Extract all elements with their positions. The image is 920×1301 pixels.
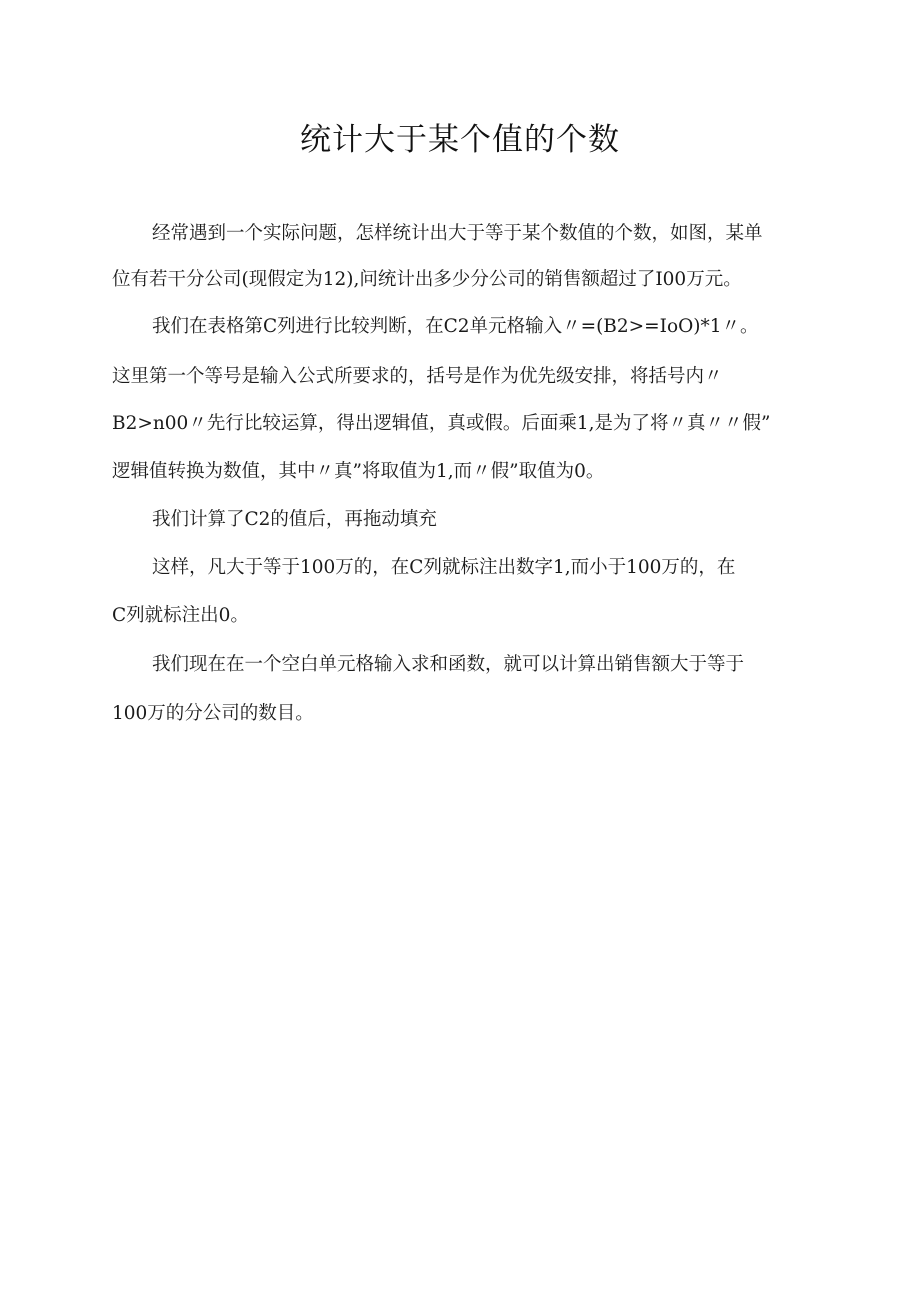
paragraph-1-line-1: 经常遇到一个实际问题，怎样统计出大于等于某个数值的个数，如图，某单 — [152, 223, 763, 244]
paragraph-2-line-3: B2>n00〃先行比较运算，得出逻辑值，真或假。后面乘1,是为了将〃真〃〃假” — [112, 413, 771, 434]
paragraph-5-line-1: 我们现在在一个空白单元格输入求和函数，就可以计算出销售额大于等于 — [152, 654, 745, 675]
paragraph-2-line-4: 逻辑值转换为数值，其中〃真”将取值为1,而〃假”取值为0。 — [112, 461, 605, 482]
paragraph-2-line-1: 我们在表格第C列进行比较判断，在C2单元格输入〃=(B2>=IoO)*1〃。 — [152, 316, 759, 337]
paragraph-2-line-2: 这里第一个等号是输入公式所要求的，括号是作为优先级安排，将括号内〃 — [112, 366, 723, 387]
document-title: 统计大于某个值的个数 — [300, 122, 620, 158]
paragraph-4-line-1: 这样，凡大于等于100万的，在C列就标注出数字1,而小于100万的，在 — [152, 557, 736, 578]
paragraph-3-line-1: 我们计算了C2的值后，再拖动填充 — [152, 509, 437, 530]
paragraph-5-line-2: 100万的分公司的数目。 — [112, 703, 314, 724]
paragraph-4-line-2: C列就标注出0。 — [112, 605, 249, 626]
paragraph-1-line-2: 位有若干分公司(现假定为12),问统计出多少分公司的销售额超过了I00万元。 — [112, 269, 742, 290]
